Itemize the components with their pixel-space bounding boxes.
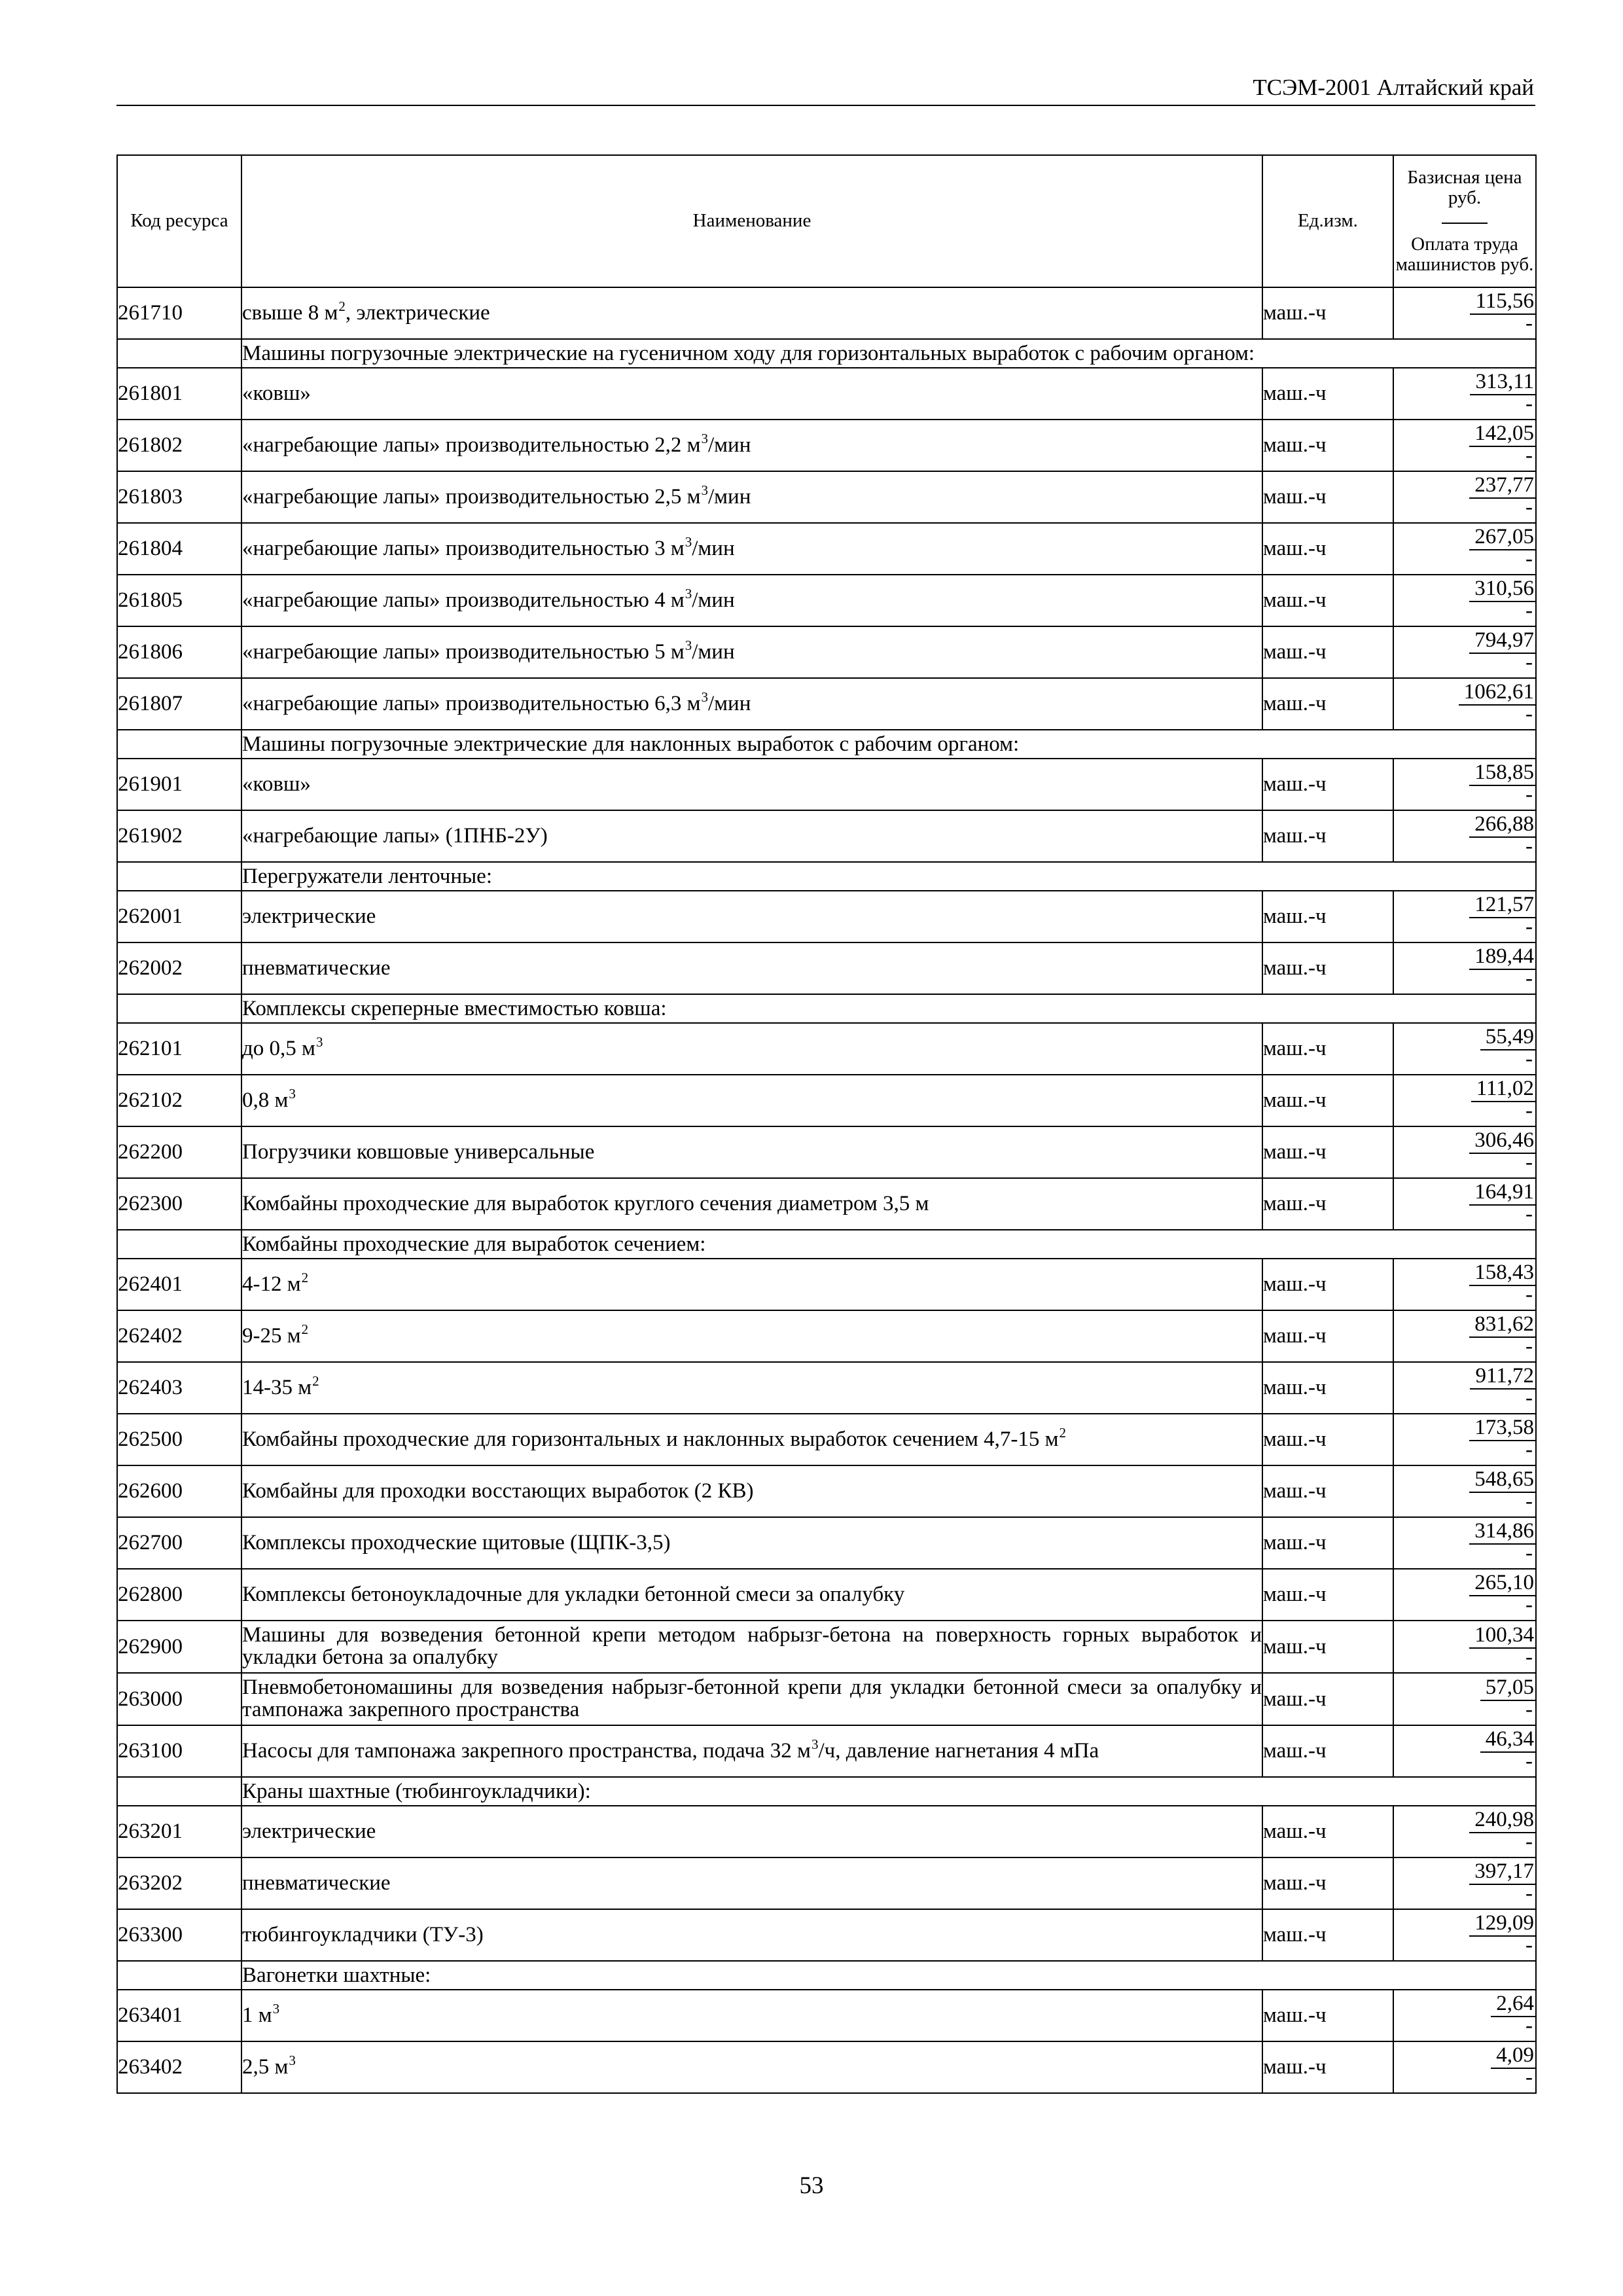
resource-code: 263401 — [117, 1990, 241, 2041]
table-row — [117, 1023, 1536, 1075]
table-row — [117, 1075, 1536, 1126]
resource-name: Комбайны проходческие для выработок круглого сечения диаметром 3,5 м — [241, 1178, 1262, 1230]
unit-of-measure: маш.-ч — [1262, 1673, 1393, 1725]
price-cell — [1393, 891, 1536, 942]
resource-name: Пневмобетономашины для возведения набрызг-бетонной крепи для укладки бетонной смеси за опалубку и тампонажа закрепного пространства — [241, 1673, 1262, 1725]
unit-of-measure: маш.-ч — [1262, 287, 1393, 339]
unit-exponent: 3 — [685, 586, 692, 601]
base-price: 111,02 — [1471, 1078, 1535, 1102]
operator-labor-cost: - — [1525, 702, 1533, 726]
resource-code: 262401 — [117, 1259, 241, 1310]
resource-name: пневматические — [241, 1857, 1262, 1909]
base-price: 2,64 — [1491, 1993, 1535, 2017]
resource-name-text: «нагребающие лапы» производительностью 5 м — [242, 640, 685, 664]
resource-code: 261902 — [117, 810, 241, 862]
unit-of-measure: маш.-ч — [1262, 1414, 1393, 1465]
resource-name — [241, 471, 1262, 523]
base-price: 1062,61 — [1459, 681, 1535, 706]
resource-name: Машины для возведения бетонной крепи методом набрызг-бетона на поверхность горных выработок и укладки бетона за опалубку — [241, 1621, 1262, 1673]
operator-labor-cost: - — [1525, 1933, 1533, 1957]
resource-name — [241, 1023, 1262, 1075]
resource-name-suffix: /мин — [708, 433, 751, 457]
resource-code: 261801 — [117, 368, 241, 420]
resource-code: 263000 — [117, 1673, 241, 1725]
price-cell — [1393, 1126, 1536, 1178]
table-row — [117, 575, 1536, 626]
table-row — [117, 1414, 1536, 1465]
resource-code: 262002 — [117, 942, 241, 994]
resource-name — [241, 1414, 1262, 1465]
base-price: 548,65 — [1469, 1469, 1535, 1493]
base-price: 313,11 — [1470, 371, 1535, 395]
resource-code: 261806 — [117, 626, 241, 678]
group-code-cell — [117, 862, 241, 891]
group-heading: Краны шахтные (тюбингоукладчики): — [241, 1777, 1536, 1806]
resource-price-table — [116, 154, 1537, 2094]
resource-name: «ковш» — [241, 759, 1262, 810]
column-header-unit: Ед.изм. — [1262, 155, 1393, 287]
table-row — [117, 942, 1536, 994]
group-heading-row — [117, 862, 1536, 891]
price-cell — [1393, 1621, 1536, 1673]
table-row — [117, 1517, 1536, 1569]
price-cell — [1393, 1075, 1536, 1126]
resource-name-text: до 0,5 м — [242, 1037, 315, 1060]
group-code-cell — [117, 730, 241, 759]
base-price: 314,86 — [1469, 1520, 1535, 1545]
resource-code: 262200 — [117, 1126, 241, 1178]
operator-labor-cost: - — [1525, 915, 1533, 939]
group-heading: Комплексы скреперные вместимостью ковша: — [241, 994, 1536, 1023]
unit-exponent: 3 — [315, 1034, 323, 1050]
price-cell — [1393, 1673, 1536, 1725]
unit-exponent: 3 — [272, 2001, 280, 2017]
price-cell — [1393, 1414, 1536, 1465]
table-row — [117, 523, 1536, 575]
group-heading-row — [117, 1961, 1536, 1990]
operator-labor-cost: - — [1525, 1099, 1533, 1122]
operator-labor-cost: - — [1525, 2014, 1533, 2037]
resource-name: «нагребающие лапы» (1ПНБ-2У) — [241, 810, 1262, 862]
operator-labor-cost: - — [1525, 1438, 1533, 1462]
base-price: 189,44 — [1469, 946, 1535, 970]
table-row — [117, 1126, 1536, 1178]
unit-of-measure: маш.-ч — [1262, 1259, 1393, 1310]
group-heading: Машины погрузочные электрические для наклонных выработок с рабочим органом: — [241, 730, 1536, 759]
resource-code: 263201 — [117, 1806, 241, 1857]
resource-code: 262101 — [117, 1023, 241, 1075]
base-price: 831,62 — [1469, 1314, 1535, 1338]
group-code-cell — [117, 339, 241, 368]
unit-exponent: 2 — [301, 1321, 309, 1337]
resource-name-text: Комбайны проходческие для горизонтальных и наклонных выработок сечением 4,7-15 м — [242, 1427, 1059, 1451]
unit-of-measure: маш.-ч — [1262, 1465, 1393, 1517]
table-row — [117, 1569, 1536, 1621]
operator-labor-cost: - — [1525, 599, 1533, 622]
base-price: 57,05 — [1480, 1677, 1535, 1701]
base-price: 310,56 — [1469, 578, 1535, 602]
resource-name-text: «нагребающие лапы» производительностью 6,3 м — [242, 692, 701, 715]
price-cell — [1393, 1569, 1536, 1621]
group-heading-row — [117, 339, 1536, 368]
resource-code: 262900 — [117, 1621, 241, 1673]
resource-name — [241, 1725, 1262, 1777]
unit-of-measure: маш.-ч — [1262, 1362, 1393, 1414]
table-row — [117, 368, 1536, 420]
unit-exponent: 3 — [289, 2053, 296, 2068]
resource-name: тюбингоукладчики (ТУ-3) — [241, 1909, 1262, 1961]
table-row — [117, 1673, 1536, 1725]
resource-name-text: 0,8 м — [242, 1088, 289, 1112]
unit-of-measure: маш.-ч — [1262, 1075, 1393, 1126]
table-row — [117, 1725, 1536, 1777]
operator-labor-cost: - — [1525, 783, 1533, 806]
group-heading: Комбайны проходческие для выработок сечением: — [241, 1230, 1536, 1259]
column-header-name: Наименование — [241, 155, 1262, 287]
operator-labor-cost: - — [1525, 444, 1533, 467]
group-heading-row — [117, 994, 1536, 1023]
resource-name-text: Насосы для тампонажа закрепного пространства, подача 32 м — [242, 1739, 811, 1763]
resource-name — [241, 1075, 1262, 1126]
unit-of-measure: маш.-ч — [1262, 2041, 1393, 2093]
resource-code: 261803 — [117, 471, 241, 523]
price-cell — [1393, 1857, 1536, 1909]
base-price: 911,72 — [1470, 1365, 1535, 1390]
price-cell — [1393, 1465, 1536, 1517]
resource-name — [241, 287, 1262, 339]
base-price: 142,05 — [1469, 423, 1535, 447]
base-price: 240,98 — [1469, 1809, 1535, 1833]
unit-of-measure: маш.-ч — [1262, 810, 1393, 862]
price-cell — [1393, 1517, 1536, 1569]
operator-labor-cost: - — [1525, 1151, 1533, 1174]
resource-name-text: 2,5 м — [242, 2055, 289, 2079]
resource-code: 262800 — [117, 1569, 241, 1621]
price-cell — [1393, 287, 1536, 339]
operator-labor-cost: - — [1525, 1749, 1533, 1773]
unit-of-measure: маш.-ч — [1262, 1725, 1393, 1777]
table-header-row — [117, 155, 1536, 287]
unit-of-measure: маш.-ч — [1262, 1126, 1393, 1178]
price-cell — [1393, 626, 1536, 678]
price-cell — [1393, 1725, 1536, 1777]
document-header — [116, 71, 1535, 106]
operator-labor-cost: - — [1525, 1645, 1533, 1669]
resource-code: 261807 — [117, 678, 241, 730]
table-row — [117, 1310, 1536, 1362]
group-code-cell — [117, 1777, 241, 1806]
resource-name-suffix: /мин — [692, 640, 735, 664]
operator-labor-cost: - — [1525, 1882, 1533, 1905]
price-cell — [1393, 1990, 1536, 2041]
resource-name: пневматические — [241, 942, 1262, 994]
resource-name-suffix: /мин — [708, 485, 751, 509]
resource-code: 261804 — [117, 523, 241, 575]
unit-exponent: 3 — [811, 1736, 819, 1752]
table-row — [117, 1857, 1536, 1909]
resource-name: Комплексы бетоноукладочные для укладки бетонной смеси за опалубку — [241, 1569, 1262, 1621]
price-cell — [1393, 678, 1536, 730]
price-cell — [1393, 420, 1536, 471]
price-header-labor: Оплата труда машинистов руб. — [1395, 233, 1534, 275]
price-cell — [1393, 2041, 1536, 2093]
resource-name — [241, 1259, 1262, 1310]
column-header-price — [1393, 155, 1536, 287]
table-row — [117, 1362, 1536, 1414]
table-row — [117, 810, 1536, 862]
base-price: 794,97 — [1469, 630, 1535, 654]
group-heading: Перегружатели ленточные: — [241, 862, 1536, 891]
base-price: 100,34 — [1469, 1624, 1535, 1649]
price-cell — [1393, 368, 1536, 420]
resource-name: Комплексы проходческие щитовые (ЩПК-3,5) — [241, 1517, 1262, 1569]
table-row — [117, 678, 1536, 730]
resource-name: Погрузчики ковшовые универсальные — [241, 1126, 1262, 1178]
resource-code: 263100 — [117, 1725, 241, 1777]
resource-name — [241, 1362, 1262, 1414]
price-cell — [1393, 1806, 1536, 1857]
base-price: 266,88 — [1469, 814, 1535, 838]
price-cell — [1393, 575, 1536, 626]
price-cell — [1393, 1362, 1536, 1414]
unit-exponent: 3 — [701, 482, 708, 498]
price-cell — [1393, 1178, 1536, 1230]
unit-of-measure: маш.-ч — [1262, 759, 1393, 810]
base-price: 46,34 — [1480, 1729, 1535, 1753]
resource-name-suffix: /ч, давление нагнетания 4 мПа — [818, 1739, 1099, 1763]
resource-name-text: «нагребающие лапы» производительностью 2,5 м — [242, 485, 701, 509]
resource-code: 262402 — [117, 1310, 241, 1362]
table-row — [117, 1178, 1536, 1230]
base-price: 265,10 — [1469, 1572, 1535, 1596]
operator-labor-cost: - — [1525, 1697, 1533, 1721]
operator-labor-cost: - — [1525, 1593, 1533, 1617]
table-row — [117, 471, 1536, 523]
group-heading: Вагонетки шахтные: — [241, 1961, 1536, 1990]
resource-code: 263202 — [117, 1857, 241, 1909]
resource-name — [241, 420, 1262, 471]
unit-of-measure: маш.-ч — [1262, 1517, 1393, 1569]
table-row — [117, 1806, 1536, 1857]
resource-code: 261805 — [117, 575, 241, 626]
resource-name-suffix: , электрические — [345, 301, 490, 325]
resource-name — [241, 626, 1262, 678]
unit-exponent: 3 — [701, 689, 708, 705]
price-cell — [1393, 810, 1536, 862]
unit-of-measure: маш.-ч — [1262, 1909, 1393, 1961]
unit-exponent: 2 — [1059, 1425, 1067, 1441]
table-row — [117, 759, 1536, 810]
resource-name: электрические — [241, 1806, 1262, 1857]
base-price: 173,58 — [1469, 1417, 1535, 1441]
table-row — [117, 1990, 1536, 2041]
price-cell — [1393, 1259, 1536, 1310]
group-code-cell — [117, 994, 241, 1023]
price-header-divider — [1394, 208, 1535, 228]
table-row — [117, 1621, 1536, 1673]
operator-labor-cost: - — [1525, 312, 1533, 335]
price-cell — [1393, 942, 1536, 994]
resource-name-text: 14-35 м — [242, 1376, 312, 1399]
resource-code: 261802 — [117, 420, 241, 471]
resource-name — [241, 1310, 1262, 1362]
unit-of-measure: маш.-ч — [1262, 1569, 1393, 1621]
resource-name-suffix: /мин — [692, 588, 735, 612]
table-row — [117, 891, 1536, 942]
resource-name-text: «нагребающие лапы» производительностью 2,2 м — [242, 433, 701, 457]
unit-of-measure: маш.-ч — [1262, 1857, 1393, 1909]
group-code-cell — [117, 1230, 241, 1259]
resource-name: «ковш» — [241, 368, 1262, 420]
operator-labor-cost: - — [1525, 1047, 1533, 1071]
price-cell — [1393, 523, 1536, 575]
unit-of-measure: маш.-ч — [1262, 523, 1393, 575]
unit-of-measure: маш.-ч — [1262, 1310, 1393, 1362]
resource-code: 262500 — [117, 1414, 241, 1465]
unit-exponent: 3 — [685, 534, 692, 550]
table-row — [117, 287, 1536, 339]
operator-labor-cost: - — [1525, 1283, 1533, 1306]
base-price: 397,17 — [1469, 1861, 1535, 1885]
resource-name-suffix: /мин — [692, 537, 735, 560]
operator-labor-cost: - — [1525, 967, 1533, 990]
operator-labor-cost: - — [1525, 1541, 1533, 1565]
table-body — [117, 287, 1536, 2093]
unit-of-measure: маш.-ч — [1262, 471, 1393, 523]
resource-code: 262001 — [117, 891, 241, 942]
price-cell — [1393, 1909, 1536, 1961]
resource-name-text: «нагребающие лапы» производительностью 4 м — [242, 588, 685, 612]
unit-exponent: 2 — [312, 1373, 319, 1389]
resource-code: 262700 — [117, 1517, 241, 1569]
unit-of-measure: маш.-ч — [1262, 368, 1393, 420]
group-heading: Машины погрузочные электрические на гусеничном ходу для горизонтальных выработок с рабочим органом: — [241, 339, 1536, 368]
resource-name: Комбайны для проходки восстающих выработок (2 КВ) — [241, 1465, 1262, 1517]
base-price: 158,85 — [1469, 762, 1535, 786]
operator-labor-cost: - — [1525, 1830, 1533, 1854]
resource-name — [241, 678, 1262, 730]
table-row — [117, 626, 1536, 678]
group-heading-row — [117, 730, 1536, 759]
base-price: 306,46 — [1469, 1130, 1535, 1154]
resource-name — [241, 575, 1262, 626]
operator-labor-cost: - — [1525, 392, 1533, 416]
table-row — [117, 2041, 1536, 2093]
operator-labor-cost: - — [1525, 547, 1533, 571]
base-price: 129,09 — [1469, 1912, 1535, 1937]
document-header-title: ТСЭМ-2001 Алтайский край — [1253, 75, 1534, 100]
operator-labor-cost: - — [1525, 495, 1533, 519]
unit-of-measure: маш.-ч — [1262, 420, 1393, 471]
unit-exponent: 3 — [289, 1086, 296, 1102]
base-price: 237,77 — [1469, 475, 1535, 499]
resource-name — [241, 523, 1262, 575]
base-price: 121,57 — [1469, 894, 1535, 918]
resource-name — [241, 1990, 1262, 2041]
column-header-code: Код ресурса — [117, 155, 241, 287]
group-code-cell — [117, 1961, 241, 1990]
unit-of-measure: маш.-ч — [1262, 1990, 1393, 2041]
group-heading-row — [117, 1777, 1536, 1806]
resource-name-suffix: /мин — [708, 692, 751, 715]
price-cell — [1393, 759, 1536, 810]
base-price: 158,43 — [1469, 1262, 1535, 1286]
operator-labor-cost: - — [1525, 1490, 1533, 1513]
resource-code: 261901 — [117, 759, 241, 810]
unit-of-measure: маш.-ч — [1262, 891, 1393, 942]
operator-labor-cost: - — [1525, 2066, 1533, 2089]
resource-name — [241, 2041, 1262, 2093]
resource-name-text: «нагребающие лапы» производительностью 3 м — [242, 537, 685, 560]
resource-code: 262300 — [117, 1178, 241, 1230]
table-row — [117, 420, 1536, 471]
resource-code: 263300 — [117, 1909, 241, 1961]
operator-labor-cost: - — [1525, 651, 1533, 674]
resource-code: 262403 — [117, 1362, 241, 1414]
price-header-base: Базисная цена руб. — [1407, 166, 1522, 209]
unit-exponent: 2 — [338, 298, 346, 314]
base-price: 164,91 — [1469, 1181, 1535, 1206]
resource-code: 262600 — [117, 1465, 241, 1517]
group-heading-row — [117, 1230, 1536, 1259]
table-row — [117, 1259, 1536, 1310]
operator-labor-cost: - — [1525, 1386, 1533, 1410]
resource-name-text: 4-12 м — [242, 1272, 301, 1296]
base-price: 55,49 — [1480, 1026, 1535, 1050]
base-price: 115,56 — [1470, 291, 1535, 315]
unit-of-measure: маш.-ч — [1262, 678, 1393, 730]
unit-of-measure: маш.-ч — [1262, 942, 1393, 994]
base-price: 4,09 — [1491, 2045, 1535, 2069]
resource-name: электрические — [241, 891, 1262, 942]
table-row — [117, 1465, 1536, 1517]
resource-name-text: свыше 8 м — [242, 301, 338, 325]
unit-of-measure: маш.-ч — [1262, 575, 1393, 626]
unit-exponent: 2 — [301, 1270, 309, 1285]
unit-exponent: 3 — [701, 431, 708, 446]
operator-labor-cost: - — [1525, 1335, 1533, 1358]
base-price: 267,05 — [1469, 526, 1535, 550]
resource-name-text: 9-25 м — [242, 1324, 301, 1348]
resource-name-text: 1 м — [242, 2003, 272, 2027]
unit-of-measure: маш.-ч — [1262, 1806, 1393, 1857]
table-row — [117, 1909, 1536, 1961]
unit-of-measure: маш.-ч — [1262, 1621, 1393, 1673]
page-number: 53 — [799, 2172, 824, 2199]
price-cell — [1393, 1310, 1536, 1362]
unit-of-measure: маш.-ч — [1262, 626, 1393, 678]
price-cell — [1393, 471, 1536, 523]
price-cell — [1393, 1023, 1536, 1075]
operator-labor-cost: - — [1525, 834, 1533, 858]
unit-of-measure: маш.-ч — [1262, 1023, 1393, 1075]
resource-code: 262102 — [117, 1075, 241, 1126]
resource-code: 261710 — [117, 287, 241, 339]
operator-labor-cost: - — [1525, 1202, 1533, 1226]
resource-code: 263402 — [117, 2041, 241, 2093]
unit-of-measure: маш.-ч — [1262, 1178, 1393, 1230]
unit-exponent: 3 — [685, 637, 692, 653]
